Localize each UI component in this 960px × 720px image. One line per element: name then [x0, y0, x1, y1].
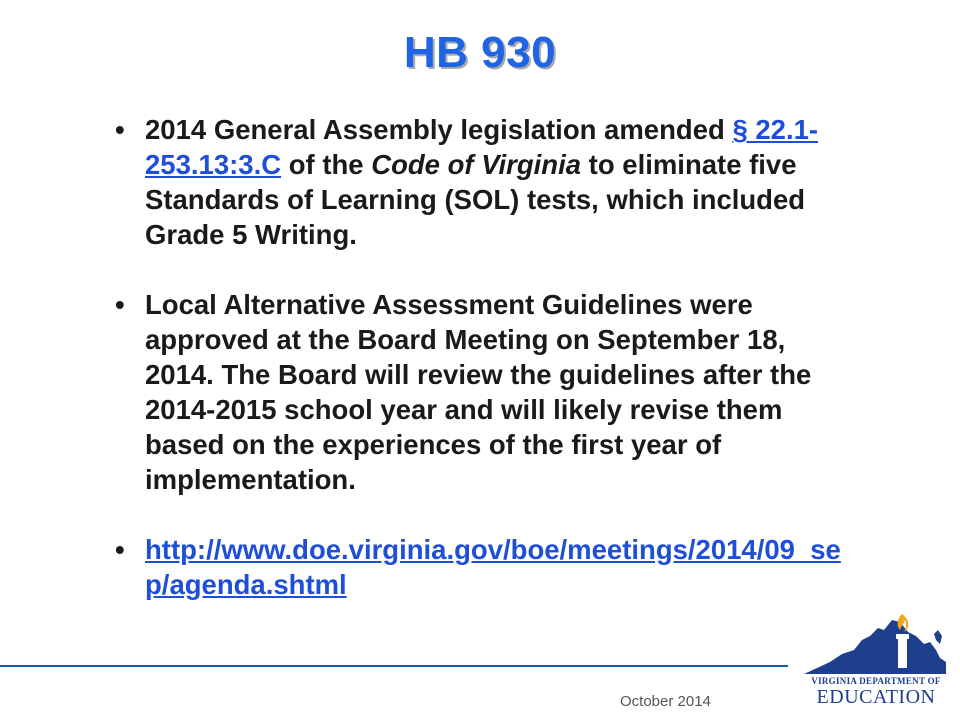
- footer-date: October 2014: [620, 693, 711, 710]
- footer-divider: [0, 665, 788, 667]
- code-section-link[interactable]: § 22.1-253.13:3.C: [145, 114, 819, 180]
- bullet-list: [115, 112, 860, 602]
- agenda-url-link[interactable]: http://www.doe.virginia.gov/boe/meetings/2014/09_sep/agenda.shtml: [145, 534, 841, 600]
- code-of-virginia-text: Code of Virginia: [371, 149, 582, 180]
- bullet-text-prefix: 2014 General Assembly legislation amended: [145, 114, 733, 145]
- bullet-marker: •: [115, 289, 125, 320]
- bullet-guidelines: [115, 287, 860, 497]
- logo-line2: EDUCATION: [816, 686, 936, 708]
- logo-line1: VIRGINIA DEPARTMENT OF: [811, 676, 941, 686]
- bullet-guidelines-text: Local Alternative Assessment Guidelines were approved at the Board Meeting on September 18, 2014. The Board will review the guidelines after the 2014-2015 school year and will likely revise them based on the experiences of the first year of implementation.: [145, 289, 812, 495]
- bullet-text-mid: of the: [281, 149, 372, 180]
- bullet-hb930-legislation: [115, 112, 860, 252]
- slide-title: HB 930: [403, 28, 557, 77]
- bullet-text-suffix: to eliminate five Standards of Learning (SOL) tests, which included Grade 5 Writing.: [145, 149, 806, 250]
- bullet-agenda-link: [115, 532, 860, 602]
- vdoe-logo: [800, 610, 950, 710]
- bullet-marker: •: [115, 114, 125, 145]
- bullet-marker: •: [115, 534, 125, 565]
- virginia-map-torch-icon: [800, 610, 950, 678]
